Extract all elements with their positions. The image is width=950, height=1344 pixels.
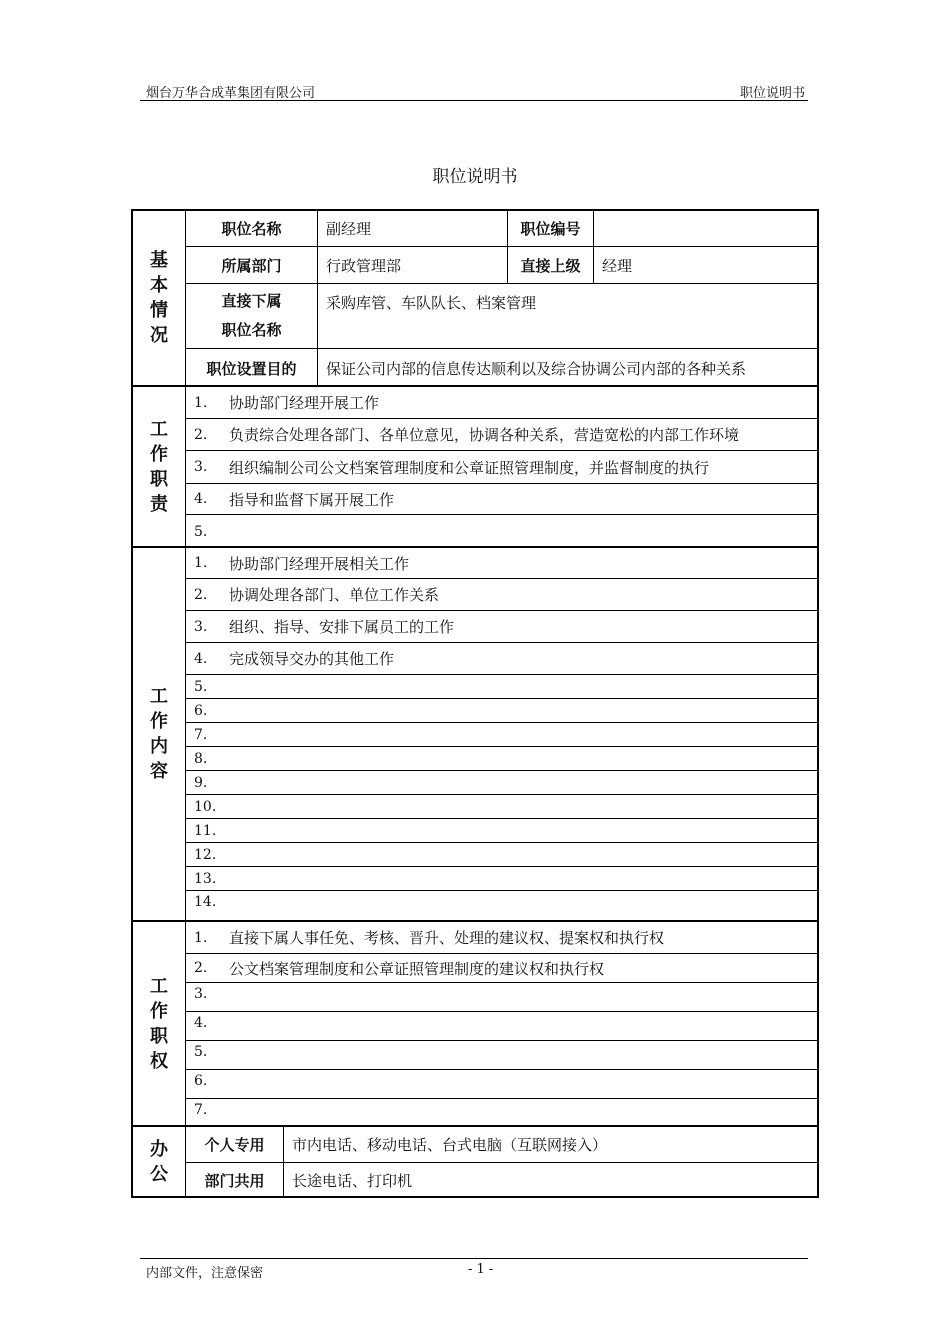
position-name-value: 副经理 xyxy=(317,211,507,246)
duty-item: 4. 指导和监督下属开展工作 xyxy=(185,483,817,514)
duty-item: 5. xyxy=(185,514,817,548)
authority-item: 3. xyxy=(185,982,817,1011)
subordinates-label xyxy=(185,283,317,348)
section-content xyxy=(131,546,819,920)
shared-use-label: 部门共用 xyxy=(185,1162,283,1198)
authority-item: 2. 公文档案管理制度和公章证照管理制度的建议权和执行权 xyxy=(185,953,817,982)
purpose-value: 保证公司内部的信息传达顺利以及综合协调公司内部的各种关系 xyxy=(317,348,817,387)
footer-rule xyxy=(140,1258,808,1259)
footer-note: 内部文件，注意保密 xyxy=(146,1266,264,1281)
section-office xyxy=(131,1125,819,1198)
subordinates-label-line1: 直接下属 xyxy=(221,292,282,310)
section-basic xyxy=(131,209,819,385)
purpose-label: 职位设置目的 xyxy=(185,348,317,387)
section-content-label: 工作内容 xyxy=(133,548,186,920)
authority-item: 1. 直接下属人事任免、考核、晋升、处理的建议权、提案权和执行权 xyxy=(185,922,817,953)
content-item: 4. 完成领导交办的其他工作 xyxy=(185,642,817,674)
section-basic-label: 基本情况 xyxy=(133,211,186,385)
content-item: 6. xyxy=(185,698,817,722)
footer-page-number: - 1 - xyxy=(468,1262,494,1277)
content-item: 3. 组织、指导、安排下属员工的工作 xyxy=(185,610,817,642)
content-item: 7. xyxy=(185,722,817,746)
authority-item: 7. xyxy=(185,1098,817,1127)
section-authority xyxy=(131,920,819,1125)
section-duties-label: 工作职责 xyxy=(133,387,186,546)
content-item: 5. xyxy=(185,674,817,698)
duty-item: 1. 协助部门经理开展工作 xyxy=(185,387,817,418)
duty-item: 3. 组织编制公司公文档案管理制度和公章证照管理制度，并监督制度的执行 xyxy=(185,450,817,483)
duty-item: 2. 负责综合处理各部门、各单位意见，协调各种关系，营造宽松的内部工作环境 xyxy=(185,418,817,450)
position-no-label: 职位编号 xyxy=(507,211,593,246)
personal-use-value: 市内电话、移动电话、台式电脑（互联网接入） xyxy=(283,1127,817,1162)
page-title: 职位说明书 xyxy=(432,167,518,187)
content-item: 13. xyxy=(185,866,817,890)
shared-use-value: 长途电话、打印机 xyxy=(283,1162,817,1198)
authority-item: 5. xyxy=(185,1040,817,1069)
header-company: 烟台万华合成革集团有限公司 xyxy=(146,86,316,101)
header-doc-type: 职位说明书 xyxy=(739,86,805,101)
authority-item: 4. xyxy=(185,1011,817,1040)
content-item: 12. xyxy=(185,842,817,866)
content-item: 11. xyxy=(185,818,817,842)
dept-label: 所属部门 xyxy=(185,246,317,283)
section-duties xyxy=(131,385,819,546)
position-no-value xyxy=(593,211,817,246)
subordinates-value: 采购库管、车队队长、档案管理 xyxy=(317,283,817,348)
position-name-label: 职位名称 xyxy=(185,211,317,246)
superior-label: 直接上级 xyxy=(507,246,593,283)
content-item: 2. 协调处理各部门、单位工作关系 xyxy=(185,578,817,610)
header-rule xyxy=(140,100,808,101)
section-authority-label: 工作职权 xyxy=(133,922,186,1125)
dept-value: 行政管理部 xyxy=(317,246,507,283)
content-item: 8. xyxy=(185,746,817,770)
content-item: 14. xyxy=(185,890,817,922)
content-item: 9. xyxy=(185,770,817,794)
superior-value: 经理 xyxy=(593,246,817,283)
subordinates-label-line2: 职位名称 xyxy=(221,321,282,339)
content-item: 1. 协助部门经理开展相关工作 xyxy=(185,548,817,578)
authority-item: 6. xyxy=(185,1069,817,1098)
section-office-label: 办公 xyxy=(133,1127,186,1196)
personal-use-label: 个人专用 xyxy=(185,1127,283,1162)
content-item: 10. xyxy=(185,794,817,818)
